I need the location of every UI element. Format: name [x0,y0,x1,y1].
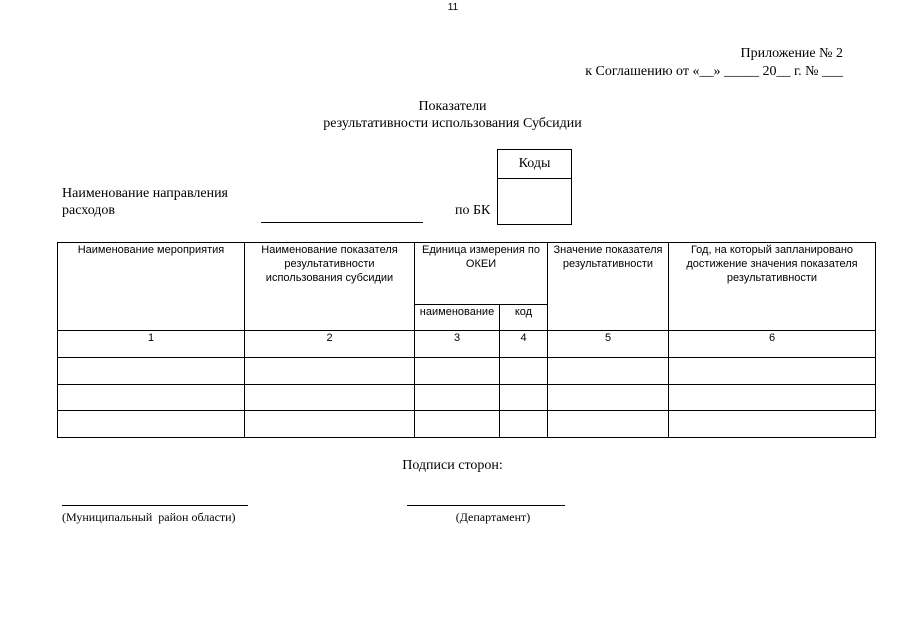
appendix-label: Приложение № 2 [740,46,843,61]
direction-fill-line[interactable] [261,222,423,223]
table-cell[interactable] [58,385,245,411]
signatures-title: Подписи сторон: [402,458,503,473]
bk-label: по БК [455,203,491,218]
table-cell[interactable] [548,411,669,438]
table-cell[interactable] [669,385,876,411]
column-number: 4 [500,331,548,358]
table-cell[interactable] [58,358,245,385]
table-cell[interactable] [415,411,500,438]
table-cell[interactable] [500,358,548,385]
table-cell[interactable] [415,385,500,411]
table-cell[interactable] [245,358,415,385]
page-number: 11 [447,2,459,13]
title-line-2: результативности использования Субсидии [323,116,582,131]
table-cell[interactable] [548,385,669,411]
direction-label [62,185,228,219]
column-number: 1 [58,331,245,358]
table-cell[interactable] [58,411,245,438]
table-cell[interactable] [245,385,415,411]
subheader-unit-name: наименование [415,305,500,331]
column-number-row [58,331,876,358]
municipality-signature-caption: (Муниципальный район области) [62,510,236,524]
table-cell[interactable] [669,358,876,385]
table-cell[interactable] [415,358,500,385]
table-cell[interactable] [548,358,669,385]
subheader-unit-code: код [500,305,548,331]
direction-label-line-2: расходов [62,203,116,218]
table-cell[interactable] [500,411,548,438]
department-signature-line[interactable] [407,505,565,506]
header-event-name: Наименование мероприятия [58,243,245,331]
column-number: 2 [245,331,415,358]
column-number: 6 [669,331,876,358]
header-planned-year: Год, на который запланировано достижение значения показателя результативности [669,243,876,331]
document-title [0,98,905,132]
direction-label-line-1: Наименование направления [62,186,228,201]
table-header-row [58,243,876,305]
header-indicator-name: Наименование показателя результативности использования субсидии [245,243,415,331]
agreement-reference: к Соглашению от «__» _____ 20__ г. № ___ [585,64,843,79]
codes-header: Коды [498,150,571,179]
table-cell[interactable] [245,411,415,438]
title-line-1: Показатели [418,99,487,114]
column-number: 5 [548,331,669,358]
column-number: 3 [415,331,500,358]
codes-box [497,149,572,225]
header-indicator-value: Значение показателя результативности [548,243,669,331]
table-row [58,411,876,438]
department-signature-caption: (Департамент) [455,510,531,524]
table-cell[interactable] [500,385,548,411]
indicators-table [57,242,876,438]
table-row [58,358,876,385]
header-unit-okei: Единица измерения по ОКЕИ [415,243,548,305]
table-row [58,385,876,411]
table-cell[interactable] [669,411,876,438]
municipality-signature-line[interactable] [62,505,248,506]
